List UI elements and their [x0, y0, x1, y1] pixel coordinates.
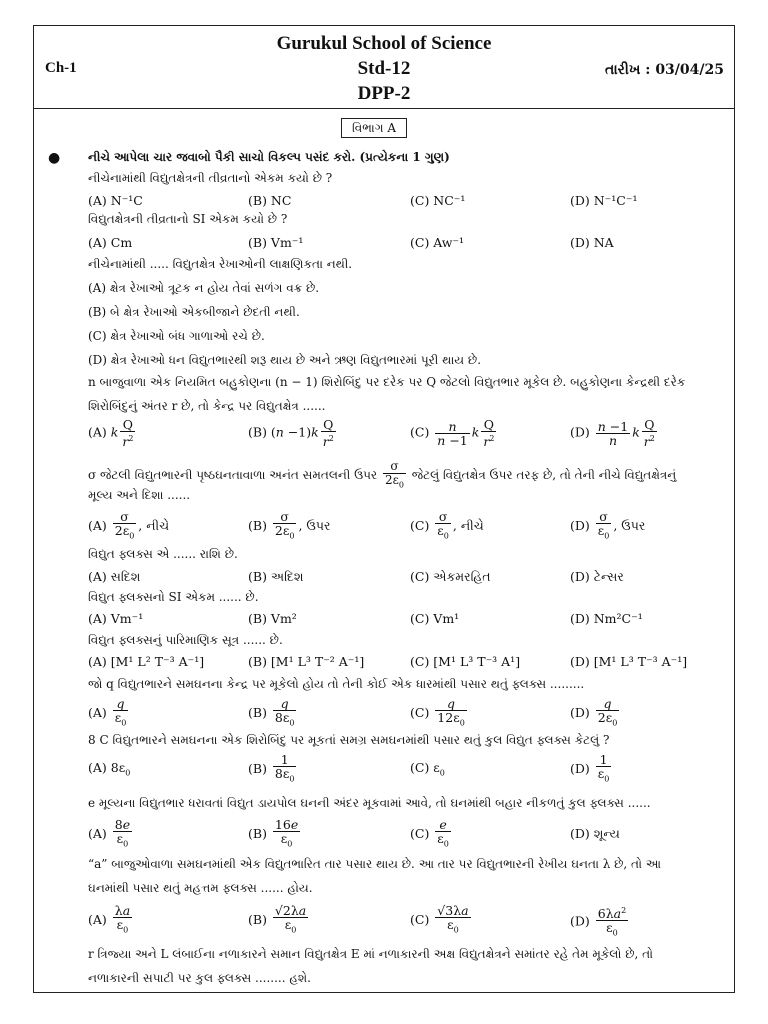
school-name: Gurukul School of Science — [276, 33, 492, 54]
q8-option-a: (A) [M¹ L² T⁻³ A⁻¹] — [88, 654, 205, 669]
question-12-line-1: “a” બાજુઓવાળા સમઘનમાંથી એક વિદ્યુતભારિત તાર પસાર થાય છે. આ તાર પર વિદ્યુતભારની રેખીય ઘનતા λ છે, તો આ — [88, 857, 662, 871]
q12-option-a: (A) $\frac{\lambda a}{\varepsilon_0}$ — [88, 903, 131, 935]
q7-option-b: (B) Vm² — [248, 611, 297, 626]
question-10: 8 C વિદ્યુતભારને સમઘનના એક શિરોબિંદુ પર મૂકતાં સમગ્ર સમઘનમાંથી પસાર થતું કુલ વિદ્યુત ફ્લક્સ કેટલું ? — [88, 733, 610, 747]
q10-option-b: (B) $\frac{1}{8\varepsilon_0}$ — [248, 752, 295, 784]
q11-option-b: (B) $\frac{16e}{\varepsilon_0}$ — [248, 817, 299, 849]
q4-option-c: (C) $\frac{n}{n -1}$ k $\frac{Q}{r^2}$ — [410, 417, 495, 450]
dpp-title: DPP-2 — [357, 83, 411, 104]
q10-option-c: (C) $\varepsilon_0$ — [410, 760, 445, 778]
bullet-icon: ● — [48, 150, 61, 166]
q6-option-c: (C) એકમરહિત — [410, 569, 491, 584]
q12-option-d: (D) $\frac{6\lambda a^2}{\varepsilon_0}$ — [570, 906, 627, 938]
question-9: જો q વિદ્યુતભારને સમઘનના કેન્દ્ર પર મૂકેલો હોય તો તેની કોઈ એક ધારમાંથી પસાર થતું ફ્લક્સ ......... — [88, 677, 585, 691]
q10-option-a: (A) $8\varepsilon_0$ — [88, 760, 131, 778]
q8-option-d: (D) [M¹ L³ T⁻³ A⁻¹] — [570, 654, 688, 669]
q3-option-c: (C) ક્ષેત્ર રેખાઓ બંધ ગાળાઓ રચે છે. — [88, 329, 265, 343]
question-13-line-1: r ત્રિજ્યા અને L લંબાઈના નળાકારને સમાન વિદ્યુતક્ષેત્ર E માં નળાકારની અક્ષ વિદ્યુતક્ષેત્રને સમાંતર રહે તેમ મૂકેલો છે, તો — [88, 947, 654, 961]
date-label: તારીખ : 03/04/25 — [604, 62, 724, 78]
q5-option-a: (A) $\frac{\sigma}{2\varepsilon_0}$ , નીચે — [88, 509, 170, 541]
q1-option-b: (B) NC — [248, 193, 292, 208]
q5-option-c: (C) $\frac{\sigma}{\varepsilon_0}$ , નીચે — [410, 509, 484, 541]
q4-option-b: (B) (n −1)k $\frac{Q}{r^2}$ — [248, 417, 334, 450]
q5-option-b: (B) $\frac{\sigma}{2\varepsilon_0}$ , ઉપર — [248, 509, 331, 541]
q2-option-a: (A) Cm — [88, 235, 133, 250]
q7-option-a: (A) Vm⁻¹ — [88, 611, 144, 626]
q3-option-a: (A) ક્ષેત્ર રેખાઓ ત્રૂટક ન હોય તેવાં સળંગ વક્ર છે. — [88, 281, 320, 295]
q5-text-b: જેટલું વિદ્યુતક્ષેત્ર ઉપર તરફ છે, તો તેની નીચે વિદ્યુતક્ષેત્રનું — [411, 468, 677, 483]
chapter-label: Ch-1 — [45, 60, 77, 76]
question-5-line-1: σ જેટલી વિદ્યુતભારની પૃષ્ઠઘનતાવાળા અનંત સમતલની ઉપર $\frac{\sigma}{2\varepsilon_0}$ જેટલું વિદ્યુતક્ષેત્ર ઉપર તરફ છે, તો તેની નીચે વિદ્યુતક્ષેત્રનું — [88, 459, 677, 490]
q11-option-a: (A) $\frac{8e}{\varepsilon_0}$ — [88, 817, 131, 849]
q10-option-d: (D) $\frac{1}{\varepsilon_0}$ — [570, 752, 610, 784]
question-13-line-2: નળાકારની સપાટી પર કુલ ફ્લક્સ ........ હશે. — [88, 971, 311, 985]
question-12-line-2: ઘનમાંથી પસાર થતું મહત્તમ ફ્લક્સ ...... હોય. — [88, 881, 313, 895]
question-11: e મૂલ્યના વિદ્યુતભાર ધરાવતાં વિદ્યુત ડાયપોલ ઘનની અંદર મૂકવામાં આવે, તો ઘનમાંથી બહાર નીકળતું કુલ ફ્લક્સ ...... — [88, 796, 651, 810]
question-2: વિદ્યુતક્ષેત્રની તીવ્રતાનો SI એકમ કયો છે ? — [88, 212, 288, 226]
q4-option-a: (A) k $\frac{Q}{r^2}$ — [88, 417, 134, 450]
q7-option-d: (D) Nm²C⁻¹ — [570, 611, 643, 626]
q11-option-c: (C) $\frac{e}{\varepsilon_0}$ — [410, 817, 449, 849]
question-1: નીચેનામાંથી વિદ્યુતક્ષેત્રની તીવ્રતાનો એકમ કયો છે ? — [88, 171, 333, 185]
instruction: નીચે આપેલા ચાર જવાબો પૈકી સાચો વિકલ્પ પસંદ કરો. (પ્રત્યેકના 1 ગુણ) — [88, 150, 450, 164]
q2-option-b: (B) Vm⁻¹ — [248, 235, 304, 250]
q3-option-b: (B) બે ક્ષેત્ર રેખાઓ એકબીજાને છેદતી નથી. — [88, 305, 300, 319]
q1-option-c: (C) NC⁻¹ — [410, 193, 466, 208]
question-6: વિદ્યુત ફ્લક્સ એ ...... રાશિ છે. — [88, 547, 238, 561]
q4-option-d: (D) $\frac{n -1}{n}$ k $\frac{Q}{r^2}$ — [570, 417, 655, 450]
question-7: વિદ્યુત ફ્લક્સનો SI એકમ ...... છે. — [88, 590, 259, 604]
q6-option-a: (A) સદિશ — [88, 569, 141, 584]
standard: Std-12 — [357, 58, 411, 79]
q12-option-c: (C) $\frac{√3\lambda a}{\varepsilon_0}$ — [410, 903, 469, 935]
question-4-line-1: n બાજુવાળા એક નિયમિત બહુકોણના (n − 1) શિરોબિંદુ પર દરેક પર Q જેટલો વિદ્યુતભાર મૂકેલ છે. બહુકોણના કેન્દ્રથી દરેક — [88, 375, 686, 389]
question-3: નીચેનામાંથી ..... વિદ્યુતક્ષેત્ર રેખાઓની લાક્ષણિકતા નથી. — [88, 257, 353, 271]
q2-option-c: (C) Aw⁻¹ — [410, 235, 465, 250]
q1-option-d: (D) N⁻¹C⁻¹ — [570, 193, 638, 208]
q6-option-d: (D) ટેન્સર — [570, 569, 624, 584]
q8-option-c: (C) [M¹ L³ T⁻³ A¹] — [410, 654, 521, 669]
question-5-line-2: મૂલ્ય અને દિશા ...... — [88, 488, 191, 502]
q9-option-d: (D) $\frac{q}{2\varepsilon_0}$ — [570, 696, 618, 728]
section-label: વિભાગ A — [341, 118, 407, 138]
q3-option-d: (D) ક્ષેત્ર રેખાઓ ધન વિદ્યુતભારથી શરૂ થાય છે અને ઋણ વિદ્યુતભારમાં પૂરી થાય છે. — [88, 353, 482, 367]
q6-option-b: (B) અદિશ — [248, 569, 304, 584]
q2-option-d: (D) NA — [570, 235, 614, 250]
question-8: વિદ્યુત ફ્લક્સનું પારિમાણિક સૂત્ર ...... છે. — [88, 633, 283, 647]
q5-option-d: (D) $\frac{\sigma}{\varepsilon_0}$ , ઉપર — [570, 509, 646, 541]
q1-option-a: (A) N⁻¹C — [88, 193, 143, 208]
q11-option-d: (D) શૂન્ય — [570, 826, 620, 841]
question-4-line-2: શિરોબિંદુનું અંતર r છે, તો કેન્દ્ર પર વિદ્યુતક્ષેત્ર ...... — [88, 399, 326, 413]
q8-option-b: (B) [M¹ L³ T⁻² A⁻¹] — [248, 654, 365, 669]
q9-option-c: (C) $\frac{q}{12\varepsilon_0}$ — [410, 696, 465, 728]
q12-option-b: (B) $\frac{√2\lambda a}{\varepsilon_0}$ — [248, 903, 307, 935]
q9-option-a: (A) $\frac{q}{\varepsilon_0}$ — [88, 696, 127, 728]
q7-option-c: (C) Vm¹ — [410, 611, 460, 626]
q9-option-b: (B) $\frac{q}{8\varepsilon_0}$ — [248, 696, 295, 728]
q5-text-a: σ જેટલી વિદ્યુતભારની પૃષ્ઠઘનતાવાળા અનંત સમતલની ઉપર — [88, 468, 378, 483]
